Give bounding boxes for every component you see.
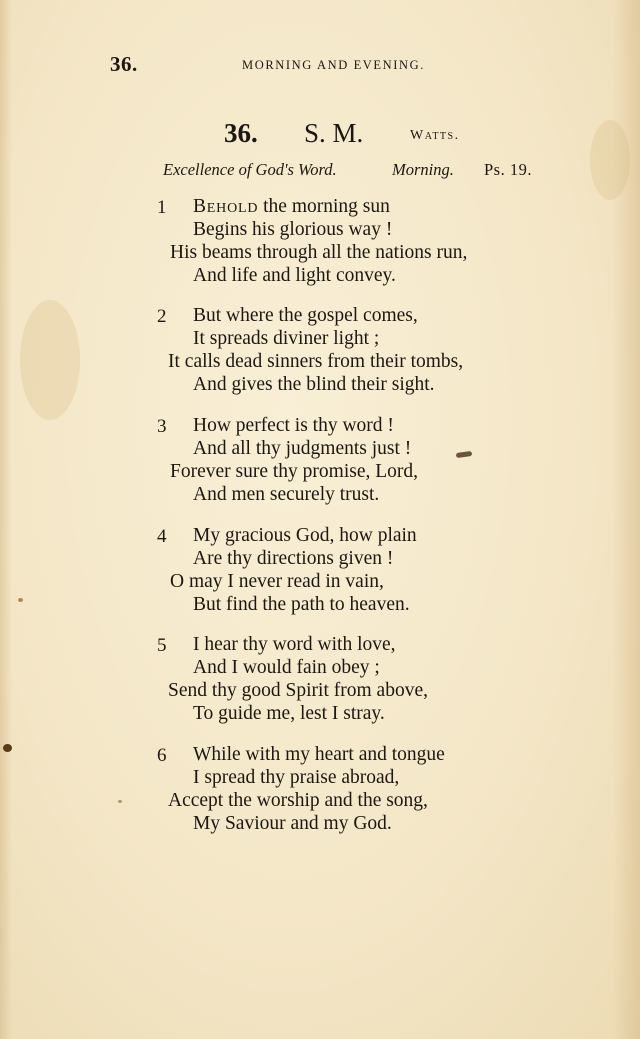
- stanza-3: [0, 415, 640, 507]
- running-head: MORNING AND EVENING.: [242, 58, 426, 72]
- stanza-line: How perfect is thy word !: [193, 415, 394, 436]
- hymn-number: 36.: [224, 118, 258, 148]
- stanza-number: 6: [157, 745, 167, 766]
- stanza-line: [193, 196, 390, 218]
- stanza-line: My gracious God, how plain: [193, 525, 417, 546]
- stanza-line: And all thy judgments just !: [193, 438, 412, 459]
- hymn-scripture-reference: Ps. 19.: [484, 160, 532, 179]
- ink-blot: [18, 598, 23, 602]
- stanza-line: Begins his glorious way !: [193, 219, 393, 240]
- page-header: [110, 52, 460, 80]
- stanza-4: [0, 525, 640, 617]
- stanza-line: It spreads diviner light ;: [193, 328, 380, 349]
- paper-stain: [590, 120, 630, 200]
- stanza-line: And gives the blind their sight.: [193, 374, 435, 395]
- stanza-line: While with my heart and tongue: [193, 744, 445, 765]
- stanza-line: Send thy good Spirit from above,: [168, 680, 428, 701]
- stanza-line: To guide me, lest I stray.: [193, 703, 385, 724]
- stanza-2: [0, 305, 640, 397]
- stanza-line: And I would fain obey ;: [193, 657, 380, 678]
- stanza-number: 4: [157, 526, 167, 547]
- hymn-meter: S. M.: [304, 118, 364, 148]
- stanza-6: [0, 744, 640, 836]
- stanza-line: And life and light convey.: [193, 265, 396, 286]
- ink-blot: [3, 744, 12, 752]
- stanza-line: It calls dead sinners from their tombs,: [168, 351, 464, 372]
- stanza-1: [0, 196, 640, 288]
- stanza-line: His beams through all the nations run,: [170, 242, 468, 263]
- hymn-heading: [224, 118, 504, 152]
- stanza-initial-word: Behold: [193, 196, 259, 217]
- page-left-edge-shadow: [0, 0, 12, 1039]
- stanza-line: O may I never read in vain,: [170, 571, 384, 592]
- stanza-number: 2: [157, 306, 167, 327]
- hymn-author: Watts.: [410, 128, 460, 143]
- stanza-number: 3: [157, 416, 167, 437]
- page-number: 36.: [110, 52, 138, 76]
- ink-blot: [118, 800, 122, 803]
- stanza-line: I spread thy praise abroad,: [193, 767, 400, 788]
- stanza-line-rest: the morning sun: [258, 196, 390, 217]
- hymn-subtitle-title: Excellence of God's Word.: [163, 160, 337, 179]
- stanza-line: And men securely trust.: [193, 484, 380, 505]
- stanza-number: 1: [157, 197, 167, 218]
- stanza-line: Accept the worship and the song,: [168, 790, 428, 811]
- hymn-subtitle-time: Morning.: [392, 160, 454, 179]
- stanza-line: But where the gospel comes,: [193, 305, 418, 326]
- hymn-subtitle: [163, 160, 543, 184]
- stanza-5: [0, 634, 640, 726]
- stanza-line: Are thy directions given !: [193, 548, 394, 569]
- stanza-line: But find the path to heaven.: [193, 594, 410, 615]
- stanza-line: Forever sure thy promise, Lord,: [170, 461, 419, 482]
- stanza-line: I hear thy word with love,: [193, 634, 396, 655]
- stanza-number: 5: [157, 635, 167, 656]
- stanza-line: My Saviour and my God.: [193, 813, 392, 834]
